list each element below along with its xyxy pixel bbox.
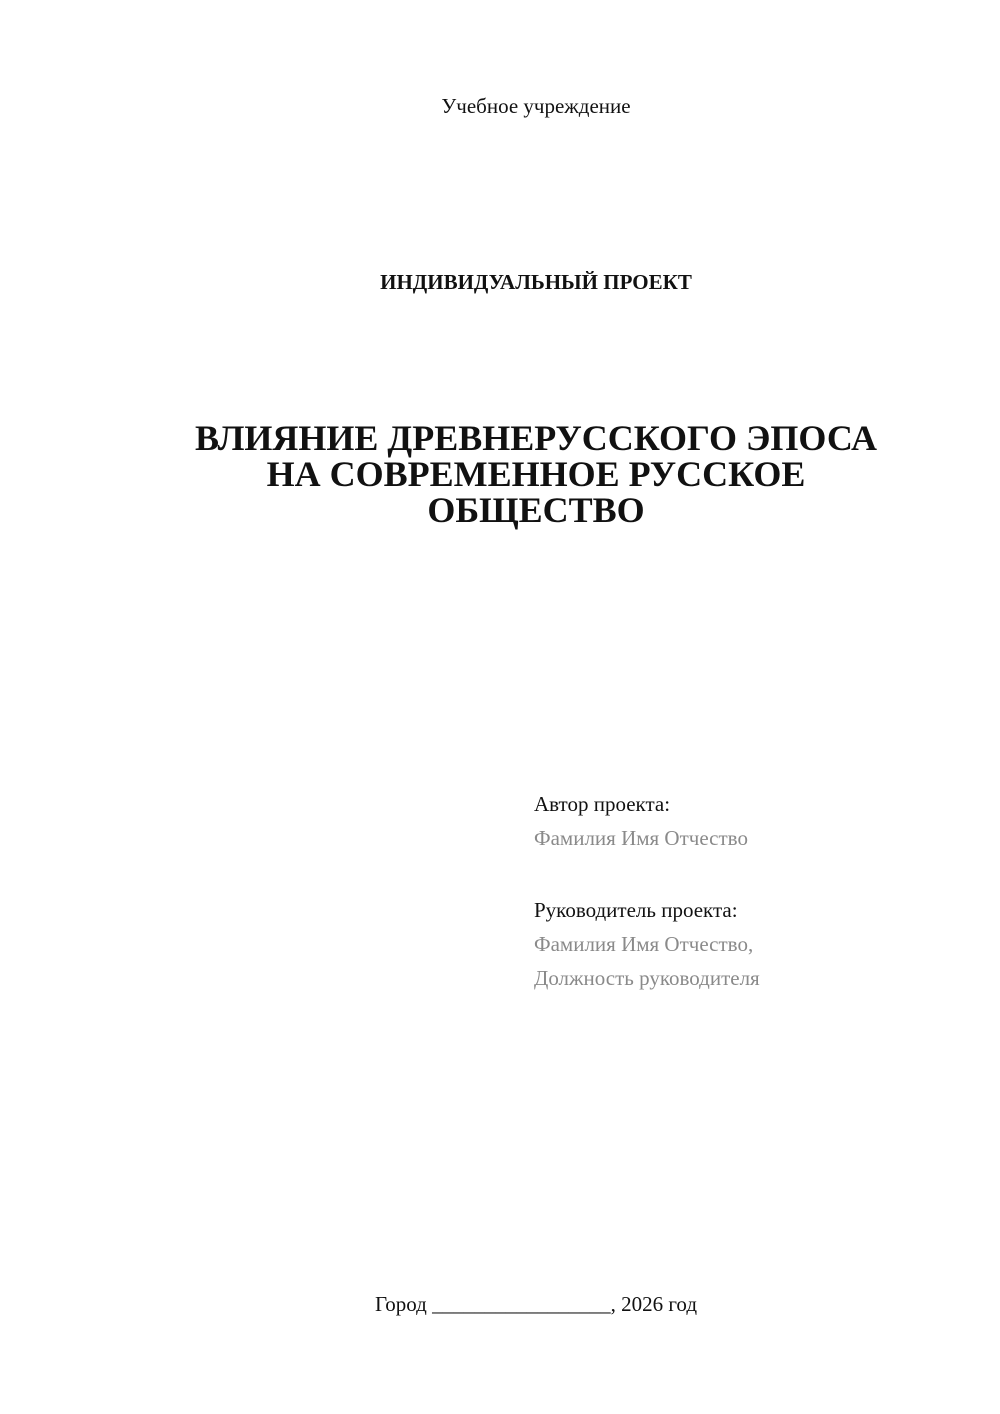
supervisor-position: Должность руководителя — [534, 966, 760, 990]
project-title-line-3: ОБЩЕСТВО — [427, 490, 645, 530]
document-type: ИНДИВИДУАЛЬНЫЙ ПРОЕКТ — [380, 270, 692, 294]
city-year-line: Город _________________, 2026 год — [374, 1292, 698, 1316]
institution-name: Учебное учреждение — [441, 94, 631, 118]
project-title-line-1: ВЛИЯНИЕ ДРЕВНЕРУССКОГО ЭПОСА — [194, 418, 878, 458]
project-title-line-2: НА СОВРЕМЕННОЕ РУССКОЕ — [266, 454, 806, 494]
supervisor-name: Фамилия Имя Отчество, — [534, 932, 754, 956]
author-block — [534, 787, 974, 855]
supervisor-block — [534, 893, 974, 995]
author-label: Автор проекта: — [534, 792, 671, 816]
project-title — [0, 420, 1000, 528]
author-name: Фамилия Имя Отчество — [534, 826, 748, 850]
supervisor-label: Руководитель проекта: — [534, 898, 738, 922]
